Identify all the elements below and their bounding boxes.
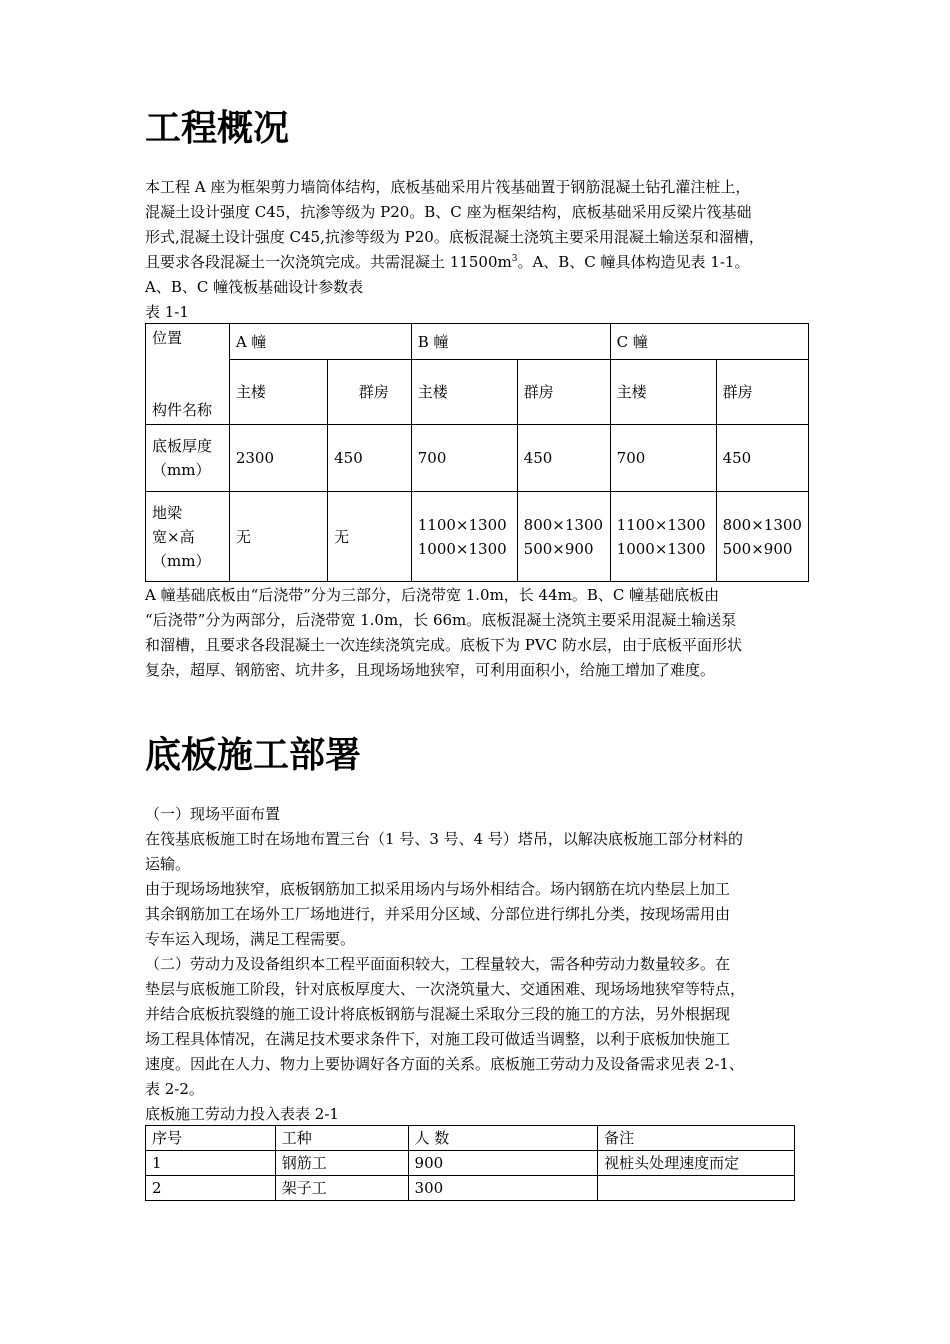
table-cell: 450 — [517, 425, 610, 492]
text-line: “后浇带”分为两部分，后浇带宽 1.0m，长 66m。底板混凝土浇筑主要采用混凝土输送泵 — [145, 611, 737, 629]
text-line: 运输。 — [145, 855, 191, 873]
table-cell: 800×1300 500×900 — [517, 492, 610, 582]
text-line: 和溜槽，且要求各段混凝土一次连续浇筑完成。底板下为 PVC 防水层，由于底板平面形状 — [145, 636, 742, 654]
table-cell: 1100×1300 1000×1300 — [610, 492, 716, 582]
section-title-deployment: 底板施工部署 — [145, 735, 362, 776]
superscript: 3 — [511, 254, 518, 264]
text-line: 由于现场场地狭窄，底板钢筋加工拟采用场内与场外相结合。场内钢筋在坑内垫层上加工 — [145, 880, 731, 898]
text-line: 速度。因此在人力、物力上要协调好各方面的关系。底板施工劳动力及设备需求见表 2-1、 — [145, 1055, 744, 1073]
table-cell: 2 — [146, 1176, 276, 1201]
header-building-b: B 幢 — [411, 324, 610, 360]
text-line: 表 2-2。 — [145, 1080, 204, 1098]
text-line: 并结合底板抗裂缝的施工设计将底板钢筋与混凝土采取分三段的施工的方法，另外根据现 — [145, 1005, 731, 1023]
table-number: 表 1-1 — [145, 303, 189, 321]
table-row — [146, 1176, 795, 1201]
table-cell: 无 — [229, 492, 327, 582]
table-cell — [598, 1176, 795, 1201]
deployment-paragraph — [145, 802, 810, 1127]
text-line: （二）劳动力及设备组织本工程平面面积较大，工程量较大，需各种劳动力数量较多。在 — [145, 955, 731, 973]
text-line: 形式,混凝土设计强度 C45,抗渗等级为 P20。底板混凝土浇筑主要采用混凝土输送泵和溜槽， — [145, 228, 764, 246]
text-line: 在筏基底板施工时在场地布置三台（1 号、3 号、4 号）塔吊，以解决底板施工部分材料的 — [145, 830, 743, 848]
text-line: 混凝土设计强度 C45，抗渗等级为 P20。B、C 座为框架结构，底板基础采用反梁片筏基础 — [145, 203, 752, 221]
table-cell: 视桩头处理速度而定 — [598, 1151, 795, 1176]
sub-header: 主楼 — [610, 360, 716, 425]
header-cell: 工种 — [275, 1126, 408, 1151]
table-cell: 钢筋工 — [275, 1151, 408, 1176]
table-cell: 450 — [328, 425, 412, 492]
header-building-a: A 幢 — [229, 324, 411, 360]
row-label-beam: 地梁 宽×高 （mm） — [146, 492, 230, 582]
table-cell: 1 — [146, 1151, 276, 1176]
table-cell: 架子工 — [275, 1176, 408, 1201]
header-cell: 序号 — [146, 1126, 276, 1151]
table-row — [146, 1151, 795, 1176]
table-cell: 450 — [716, 425, 808, 492]
header-cell: 备注 — [598, 1126, 795, 1151]
text-line: 场工程具体情况，在满足技术要求条件下，对施工段可做适当调整，以利于底板加快施工 — [145, 1030, 731, 1048]
table-cell: 2300 — [229, 425, 327, 492]
sub-header: 主楼 — [411, 360, 517, 425]
foundation-params-table — [145, 323, 809, 582]
sub-header: 群房 — [328, 360, 412, 425]
text-line: 其余钢筋加工在场外工厂场地进行，并采用分区域、分部位进行绑扎分类，按现场需用由 — [145, 905, 731, 923]
corner-cell: 位置 构件名称 — [146, 324, 230, 425]
table-cell: 800×1300 500×900 — [716, 492, 808, 582]
overview-paragraph — [145, 175, 810, 325]
table-cell: 900 — [408, 1151, 598, 1176]
sub-header: 主楼 — [229, 360, 327, 425]
table-cell: 700 — [610, 425, 716, 492]
text-line: 本工程 A 座为框架剪力墙筒体结构，底板基础采用片筏基础置于钢筋混凝土钻孔灌注桩上， — [145, 178, 751, 196]
header-cell: 人 数 — [408, 1126, 598, 1151]
labor-table — [145, 1125, 795, 1201]
table-caption: A、B、C 幢筏板基础设计参数表 — [145, 278, 364, 296]
sub-header: 群房 — [716, 360, 808, 425]
header-building-c: C 幢 — [610, 324, 808, 360]
table-cell: 1100×1300 1000×1300 — [411, 492, 517, 582]
section-title-overview: 工程概况 — [145, 108, 290, 149]
table-caption: 底板施工劳动力投入表表 2-1 — [145, 1105, 339, 1123]
table-cell: 无 — [328, 492, 412, 582]
table-cell: 700 — [411, 425, 517, 492]
text-line: （一）现场平面布置 — [145, 805, 281, 823]
text-line: 且要求各段混凝土一次浇筑完成。共需混凝土 $11500m^3$。A、B、C 幢具体构造见表 1-1。 — [145, 253, 750, 271]
table-cell: 300 — [408, 1176, 598, 1201]
text-line: 专车运入现场，满足工程需要。 — [145, 930, 356, 948]
sub-header: 群房 — [517, 360, 610, 425]
text-line: 垫层与底板施工阶段，针对底板厚度大、一次浇筑量大、交通困难、现场场地狭窄等特点， — [145, 980, 746, 998]
post-pour-strip-paragraph — [145, 583, 810, 683]
text-line: A 幢基础底板由“后浇带”分为三部分，后浇带宽 1.0m，长 44m。B、C 幢基础底板由 — [145, 586, 720, 604]
text-line: 复杂，超厚、钢筋密、坑井多，且现场场地狭窄，可利用面积小，给施工增加了难度。 — [145, 661, 716, 679]
row-label-thickness: 底板厚度 （mm） — [146, 425, 230, 492]
